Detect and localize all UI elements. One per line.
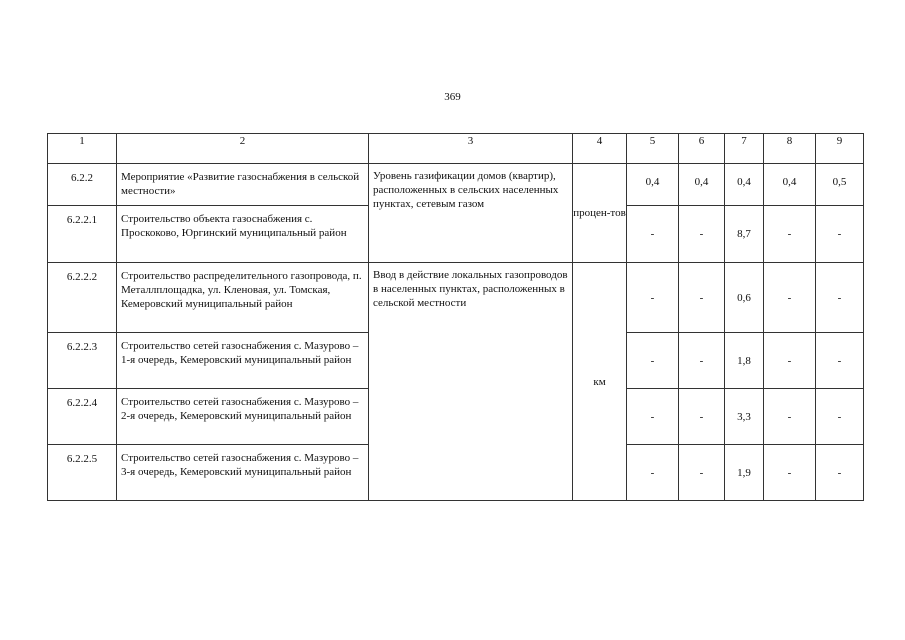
header-cell: 4: [573, 134, 627, 164]
value-cell: -: [679, 445, 725, 501]
value-cell: -: [764, 263, 816, 333]
value-cell: -: [816, 263, 864, 333]
value-cell: -: [627, 445, 679, 501]
value-cell: -: [679, 206, 725, 263]
row-name: Строительство сетей газоснабжения с. Мазурово – 1-я очередь, Кемеровский муниципальный район: [117, 333, 369, 389]
row-name: Строительство распределительного газопровода, п. Металлплощадка, ул. Кленовая, ул. Томская, Кемеровский муниципальный район: [117, 263, 369, 333]
value-cell: -: [816, 389, 864, 445]
value-cell: -: [764, 445, 816, 501]
value-cell: 1,9: [725, 445, 764, 501]
value-cell: 3,3: [725, 389, 764, 445]
row-code: 6.2.2.4: [48, 389, 117, 445]
value-cell: -: [679, 389, 725, 445]
program-table: [47, 133, 864, 501]
unit-km: км: [573, 263, 627, 501]
value-cell: -: [816, 206, 864, 263]
row-code: 6.2.2.5: [48, 445, 117, 501]
header-row: [48, 134, 864, 164]
header-cell: 8: [764, 134, 816, 164]
header-cell: 2: [117, 134, 369, 164]
row-code: 6.2.2: [48, 164, 117, 206]
indicator-gasification: Уровень газификации домов (квартир), расположенных в сельских населенных пунктах, сетевым газом: [369, 164, 573, 263]
table-row: [48, 263, 864, 333]
row-name: Строительство сетей газоснабжения с. Мазурово – 2-я очередь, Кемеровский муниципальный район: [117, 389, 369, 445]
value-cell: -: [679, 263, 725, 333]
indicator-commissioning: Ввод в действие локальных газопроводов в населенных пунктах, расположенных в сельской местности: [369, 263, 573, 501]
header-cell: 5: [627, 134, 679, 164]
header-cell: 6: [679, 134, 725, 164]
unit-percent: процен-тов: [573, 164, 627, 263]
value-cell: -: [816, 445, 864, 501]
value-cell: -: [627, 263, 679, 333]
value-cell: -: [764, 206, 816, 263]
page-number: 369: [444, 91, 461, 103]
table-row: [48, 164, 864, 206]
row-code: 6.2.2.2: [48, 263, 117, 333]
row-name: Строительство объекта газоснабжения с. Проскоково, Юргинский муниципальный район: [117, 206, 369, 263]
value-cell: -: [764, 333, 816, 389]
value-cell: 0,4: [679, 164, 725, 206]
row-name: Строительство сетей газоснабжения с. Мазурово – 3-я очередь, Кемеровский муниципальный район: [117, 445, 369, 501]
row-code: 6.2.2.1: [48, 206, 117, 263]
header-cell: 7: [725, 134, 764, 164]
value-cell: 0,4: [725, 164, 764, 206]
value-cell: 0,6: [725, 263, 764, 333]
row-code: 6.2.2.3: [48, 333, 117, 389]
value-cell: 1,8: [725, 333, 764, 389]
value-cell: -: [627, 206, 679, 263]
row-name: Мероприятие «Развитие газоснабжения в сельской местности»: [117, 164, 369, 206]
value-cell: -: [679, 333, 725, 389]
value-cell: 0,4: [764, 164, 816, 206]
header-cell: 1: [48, 134, 117, 164]
value-cell: -: [627, 333, 679, 389]
value-cell: -: [764, 389, 816, 445]
header-cell: 9: [816, 134, 864, 164]
value-cell: -: [816, 333, 864, 389]
value-cell: -: [627, 389, 679, 445]
value-cell: 8,7: [725, 206, 764, 263]
value-cell: 0,4: [627, 164, 679, 206]
header-cell: 3: [369, 134, 573, 164]
value-cell: 0,5: [816, 164, 864, 206]
